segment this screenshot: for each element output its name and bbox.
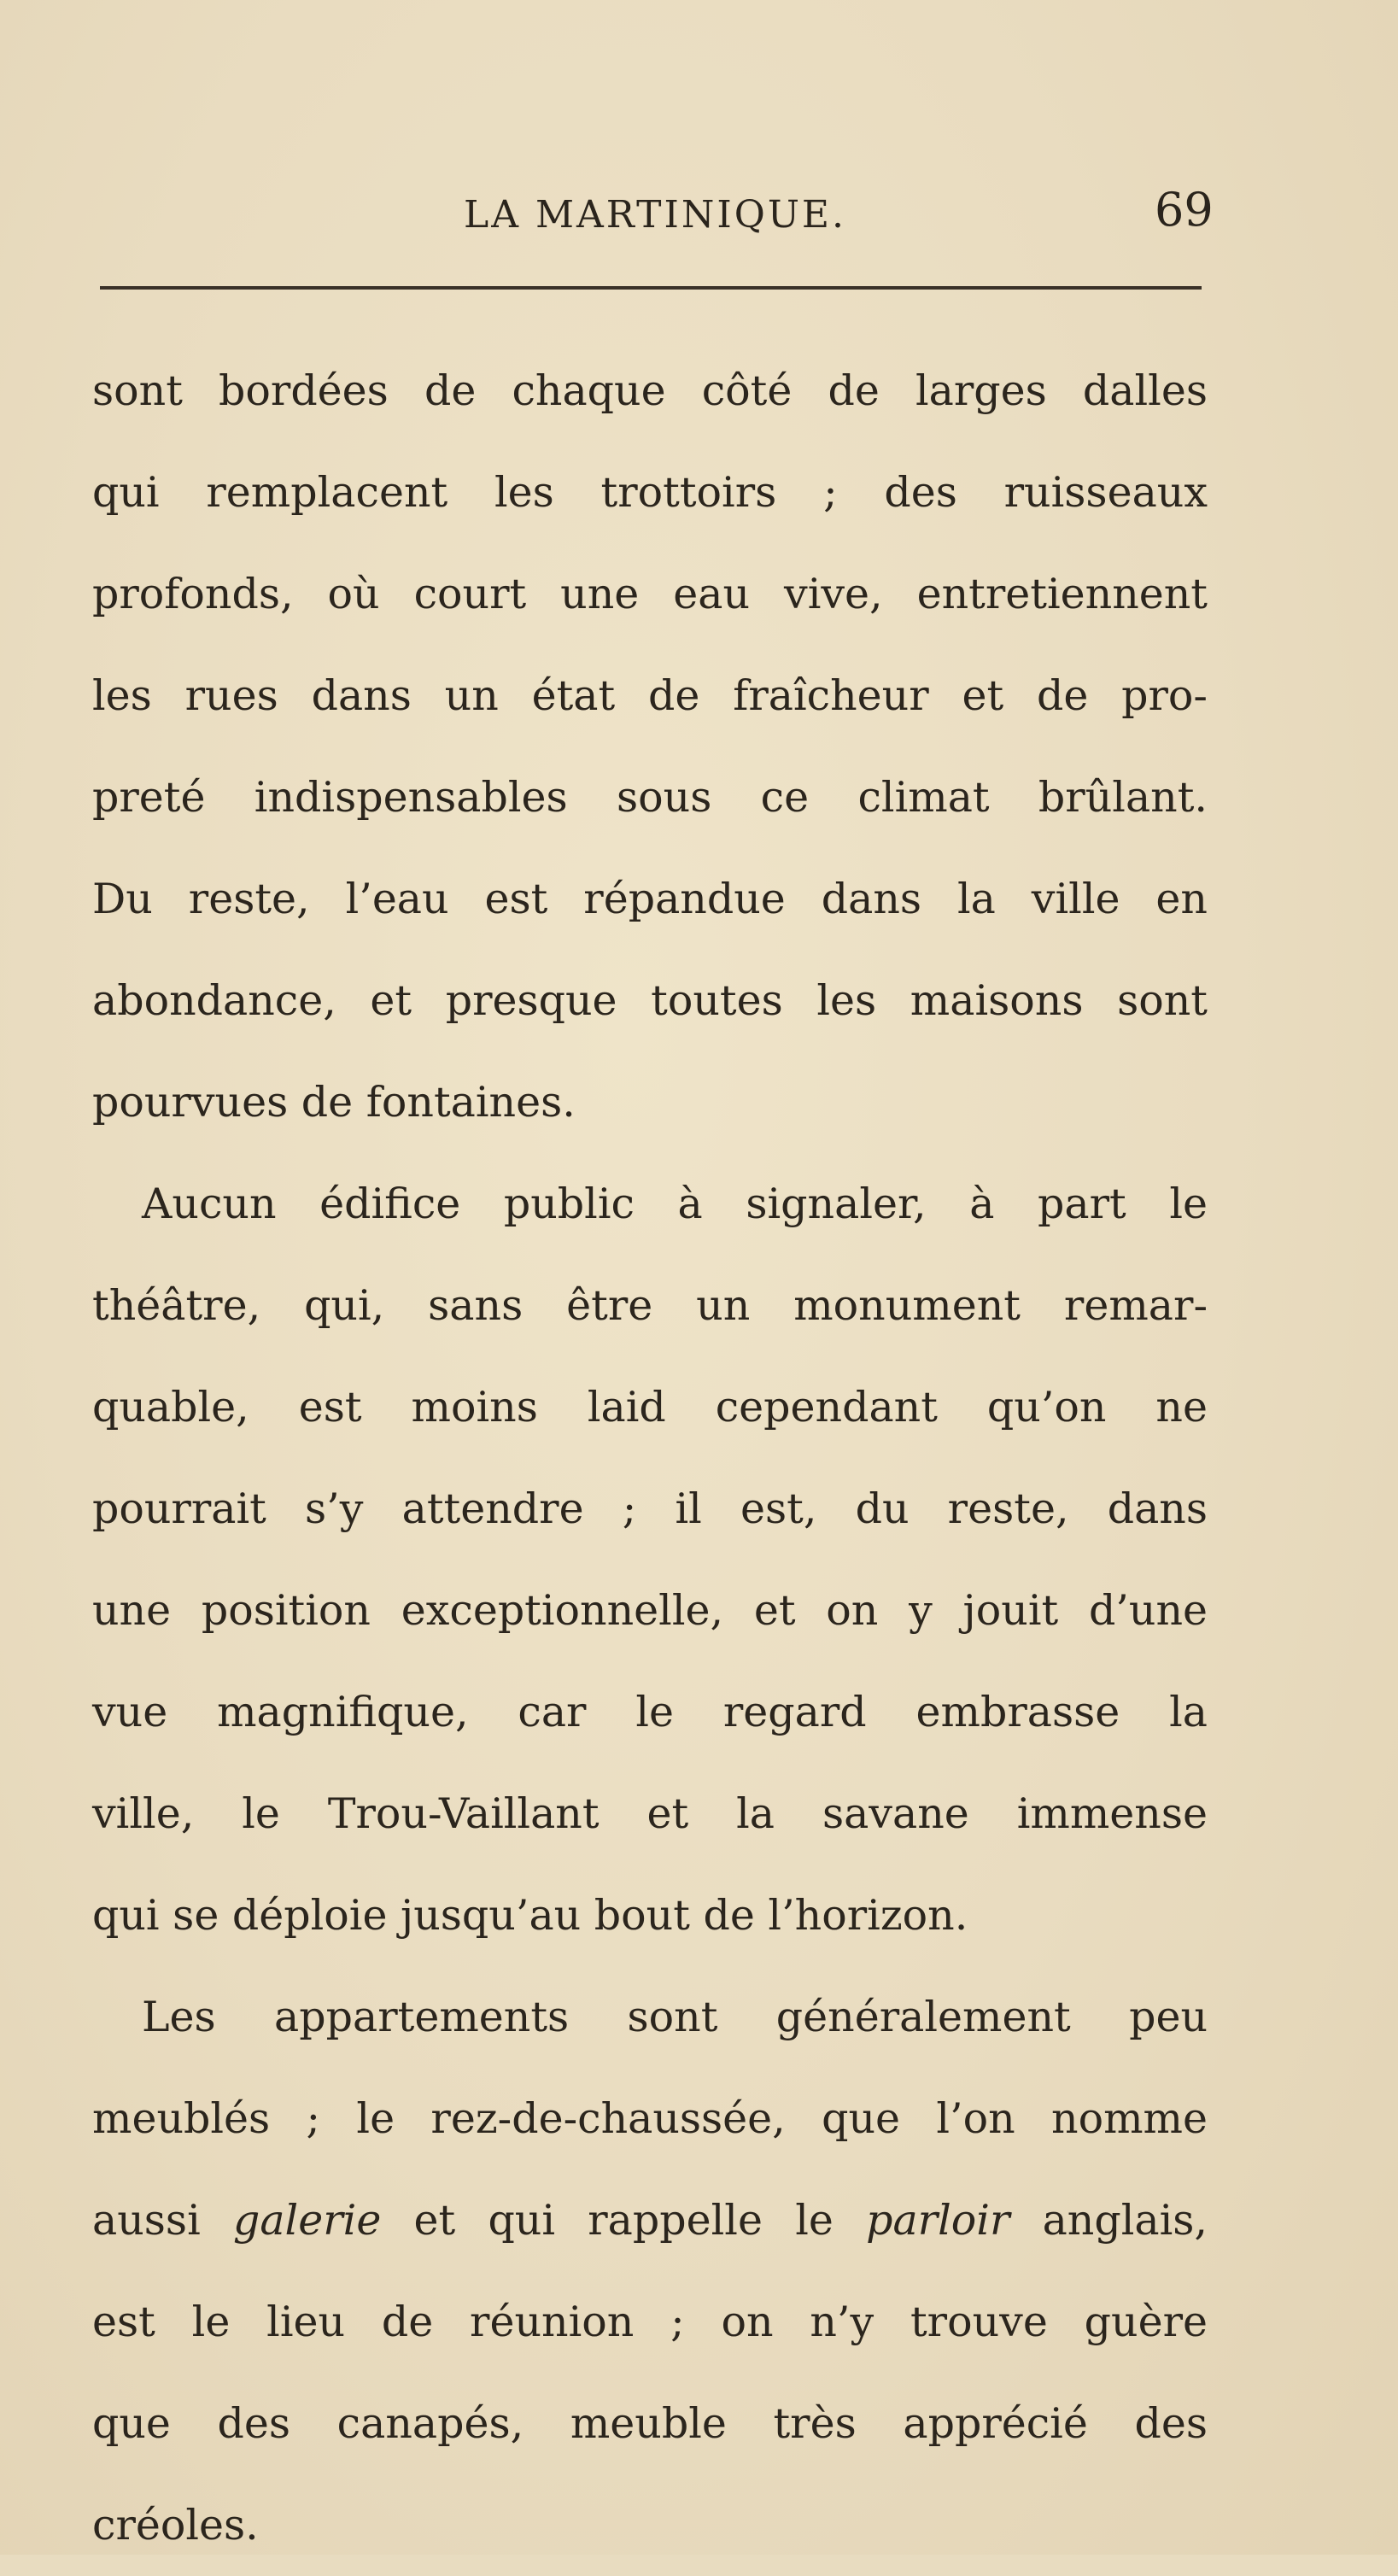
text-line: quable, est moins laid cependant qu’on ne [92,1383,1208,1431]
running-head [0,179,1398,248]
italic-term: galerie [232,2196,382,2245]
text-line: créoles. [92,2501,259,2550]
text-fragment: aussi [92,2196,233,2245]
text-line: Aucun édifice public à signaler, à part le [142,1180,1208,1228]
page-number: 69 [1155,183,1214,237]
text-line: pourvues de fontaines. [92,1078,576,1127]
text-line: sont bordées de chaque côté de larges dalles [92,366,1208,415]
text-line: meublés ; le rez-de-chaussée, que l’on nomme [92,2094,1208,2143]
text-line: Les appartements sont généralement peu [142,1993,1208,2041]
text-line: une position exceptionnelle, et on y jouit d’une [92,1586,1208,1635]
text-line: Du reste, l’eau est répandue dans la ville en [92,875,1208,923]
text-line: qui remplacent les trottoirs ; des ruisseaux [92,468,1208,517]
italic-term: parloir [866,2196,1010,2245]
paragraph [92,340,1208,1153]
text-fragment: anglais, [1009,2196,1208,2245]
text-line: vue magnifique, car le regard embrasse la [92,1688,1208,1736]
text-line: preté indispensables sous ce climat brûlant. [92,773,1208,822]
text-line-with-italics [92,2169,1208,2271]
text-line: profonds, où court une eau vive, entretiennent [92,570,1208,618]
text-line: qui se déploie jusqu’au bout de l’horizon. [92,1891,968,1940]
body-text [92,340,1208,2576]
text-line: les rues dans un état de fraîcheur et de pro- [92,671,1208,720]
text-line: abondance, et presque toutes les maisons sont [92,976,1208,1025]
text-line: que des canapés, meuble très apprécié des [92,2399,1208,2448]
paragraph [92,1153,1208,1966]
text-line: ville, le Trou-Vaillant et la savane immense [92,1789,1208,1838]
text-fragment: et qui rappelle le [381,2196,867,2245]
running-title: LA MARTINIQUE. [464,193,847,237]
header-rule [100,286,1202,290]
text-line: pourrait s’y attendre ; il est, du reste, dans [92,1484,1208,1533]
text-line: théâtre, qui, sans être un monument remar- [92,1281,1208,1330]
paragraph [92,1966,1208,2576]
text-line: est le lieu de réunion ; on n’y trouve guère [92,2298,1208,2346]
